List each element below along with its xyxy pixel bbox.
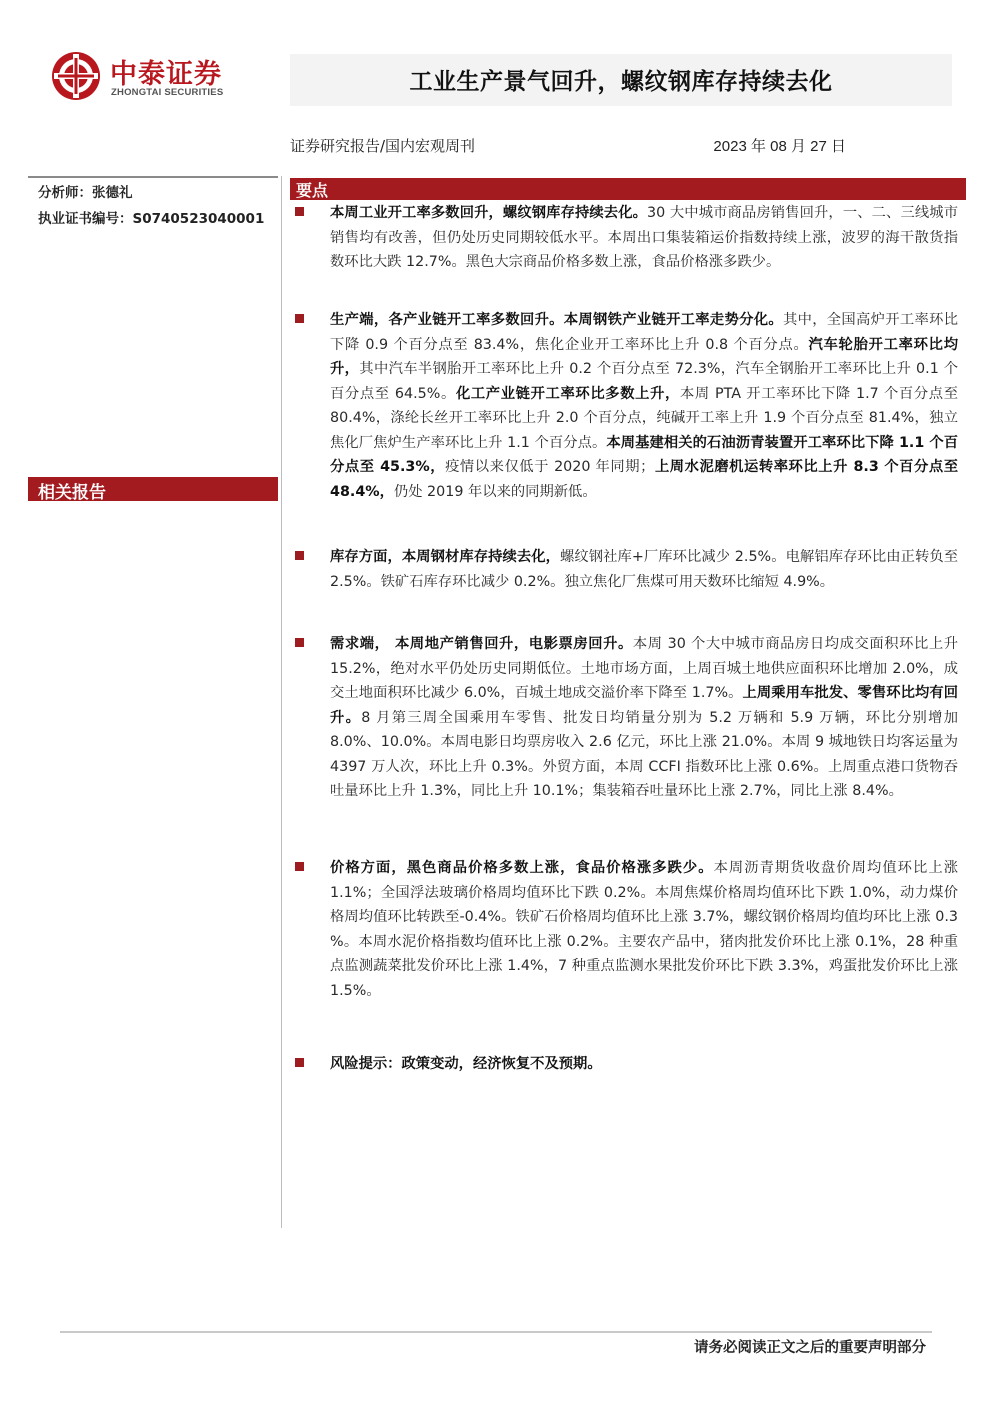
column-divider	[281, 176, 282, 1228]
key-point-paragraph	[330, 201, 958, 275]
key-point-text: 本周沥青期货收盘价周均值环比上涨 1.1%；全国浮法玻璃价格周均值环比下跌 0.2%。本周焦煤价格周均值环比下跌 1.0%，动力煤价格周均值环比转跌至-0.4%。铁矿石价格周均值环比上涨 3.7%，螺纹钢价格周均值均环比上涨 0.3 %。本周水泥价格指数均值环比上涨 0.2%。主要农产品中，猪肉批发价环比上涨 0.1%，28 种重点监测蔬菜批发价环比上涨 1.4%，7 种重点监测水果批发价环比下跌 3.3%，鸡蛋批发价环比上涨 1.5%。	[330, 860, 958, 999]
key-point-highlight: 上周水泥磨机运转率环比上升 8.3 个百分点至 48.4%，	[330, 459, 958, 500]
report-type: 证券研究报告/国内宏观周刊	[290, 137, 476, 155]
key-points-label: 要点	[296, 181, 329, 200]
key-point-paragraph	[330, 545, 958, 594]
key-point-paragraph	[330, 856, 958, 1003]
bullet-icon	[295, 314, 304, 323]
risk-warning-text: 风险提示：政策变动，经济恢复不及预期。	[330, 1056, 602, 1072]
key-point-text: 本周 30 个大中城市商品房日均成交面积环比上升 15.2%，绝对水平仍处历史同期低位。土地市场方面，上周百城土地供应面积环比增加 2.0%，成交土地面积环比减少 6.0%，百城土地成交溢价率下降至 1.7%。	[330, 636, 958, 701]
key-point-paragraph	[330, 632, 958, 804]
logo-name-cn: 中泰证券	[110, 59, 222, 90]
footer-disclaimer: 请务必阅读正文之后的重要声明部分	[694, 1340, 926, 1356]
key-points-header	[290, 178, 966, 200]
related-reports-header	[28, 477, 278, 501]
footer-divider	[60, 1331, 932, 1333]
bullet-icon	[295, 638, 304, 647]
key-point-lead: 库存方面，本周钢材库存持续去化，	[330, 549, 560, 565]
key-point-text: 螺纹钢社库+厂库环比减少 2.5%。电解铝库存环比由正转负至 2.5%。铁矿石库存环比减少 0.2%。独立焦化厂焦煤可用天数环比缩短 4.9%。	[330, 549, 958, 590]
bullet-icon	[295, 207, 304, 216]
key-point-text: 疫情以来仅低于 2020 年同期；	[445, 459, 655, 475]
zhongtai-logo-icon	[50, 50, 102, 102]
related-reports-label: 相关报告	[38, 483, 106, 503]
bullet-icon	[295, 862, 304, 871]
report-title: 工业生产景气回升，螺纹钢库存持续去化	[409, 69, 833, 95]
bullet-icon	[295, 1058, 304, 1067]
key-point-text: 30 大中城市商品房销售回升，一、二、三线城市销售均有改善，但仍处历史同期较低水平。本周出口集装箱运价指数持续上涨，波罗的海干散货指数环比大跌 12.7%。黑色大宗商品价格多数上涨，食品价格涨多跌少。	[330, 205, 958, 270]
risk-warning	[330, 1052, 958, 1077]
key-point-text: 仍处 2019 年以来的同期新低。	[393, 483, 597, 500]
key-point-lead: 价格方面，黑色商品价格多数上涨，食品价格涨多跌少。	[330, 860, 714, 876]
key-point-paragraph	[330, 308, 958, 504]
sidebar-divider	[28, 176, 278, 178]
title-banner	[290, 54, 952, 106]
key-point-highlight: 上周乘用车批发、零售环比均有回升。	[330, 685, 959, 726]
key-point-text: 本周 PTA 开工率环比下降 1.7 个百分点至 80.4%，涤纶长丝开工率环比上升 2.0 个百分点，纯碱开工率上升 1.9 个百分点至 81.4%，独立焦化厂焦炉生产率环比上升 1.1 个百分点。	[330, 385, 958, 451]
company-logo	[50, 50, 260, 106]
key-point-highlight: 本周基建相关的石油沥青装置开工率环比下降 1.1 个百分点至 45.3%，	[330, 434, 958, 475]
key-point-lead: 本周工业开工率多数回升，螺纹钢库存持续去化。	[330, 205, 648, 221]
key-point-highlight: 化工产业链开工率环比多数上升，	[455, 385, 680, 402]
certificate-number: 执业证书编号：S0740523040001	[38, 211, 265, 227]
key-point-text: 其中，全国高炉开工率环比下降 0.9 个百分点至 83.4%，焦化企业开工率环比上升 0.8 个百分点。	[330, 312, 958, 353]
bullet-icon	[295, 551, 304, 560]
key-point-text: 8 月第三周全国乘用车零售、批发日均销量分别为 5.2 万辆和 5.9 万辆，环比分别增加 8.0%、10.0%。本周电影日均票房收入 2.6 亿元，环比上涨 21.0%。本周 9 城地铁日均客运量为 4397 万人次，环比上升 0.3%。外贸方面，本周 CCFI 指数环比上涨 0.6%。上周重点港口货物吞吐量环比上升 1.3%，同比上升 10.1%；集装箱吞吐量环比上涨 2.7%，同比上涨 8.4%。	[330, 709, 959, 799]
key-point-text: 其中汽车半钢胎开工率环比上升 0.2 个百分点至 72.3%，汽车全钢胎开工率环比上升 0.1 个百分点至 64.5%。	[330, 361, 958, 402]
analyst-name: 分析师：张德礼	[38, 185, 133, 201]
key-point-lead: 生产端，各产业链开工率多数回升。本周钢铁产业链开工率走势分化。	[330, 312, 783, 328]
key-point-lead: 需求端， 本周地产销售回升，电影票房回升。	[330, 636, 633, 652]
key-point-highlight: 汽车轮胎开工率环比均升，	[330, 336, 958, 377]
report-date: 2023 年 08 月 27 日	[713, 138, 846, 155]
logo-name-en: ZHONGTAI SECURITIES	[111, 87, 224, 98]
